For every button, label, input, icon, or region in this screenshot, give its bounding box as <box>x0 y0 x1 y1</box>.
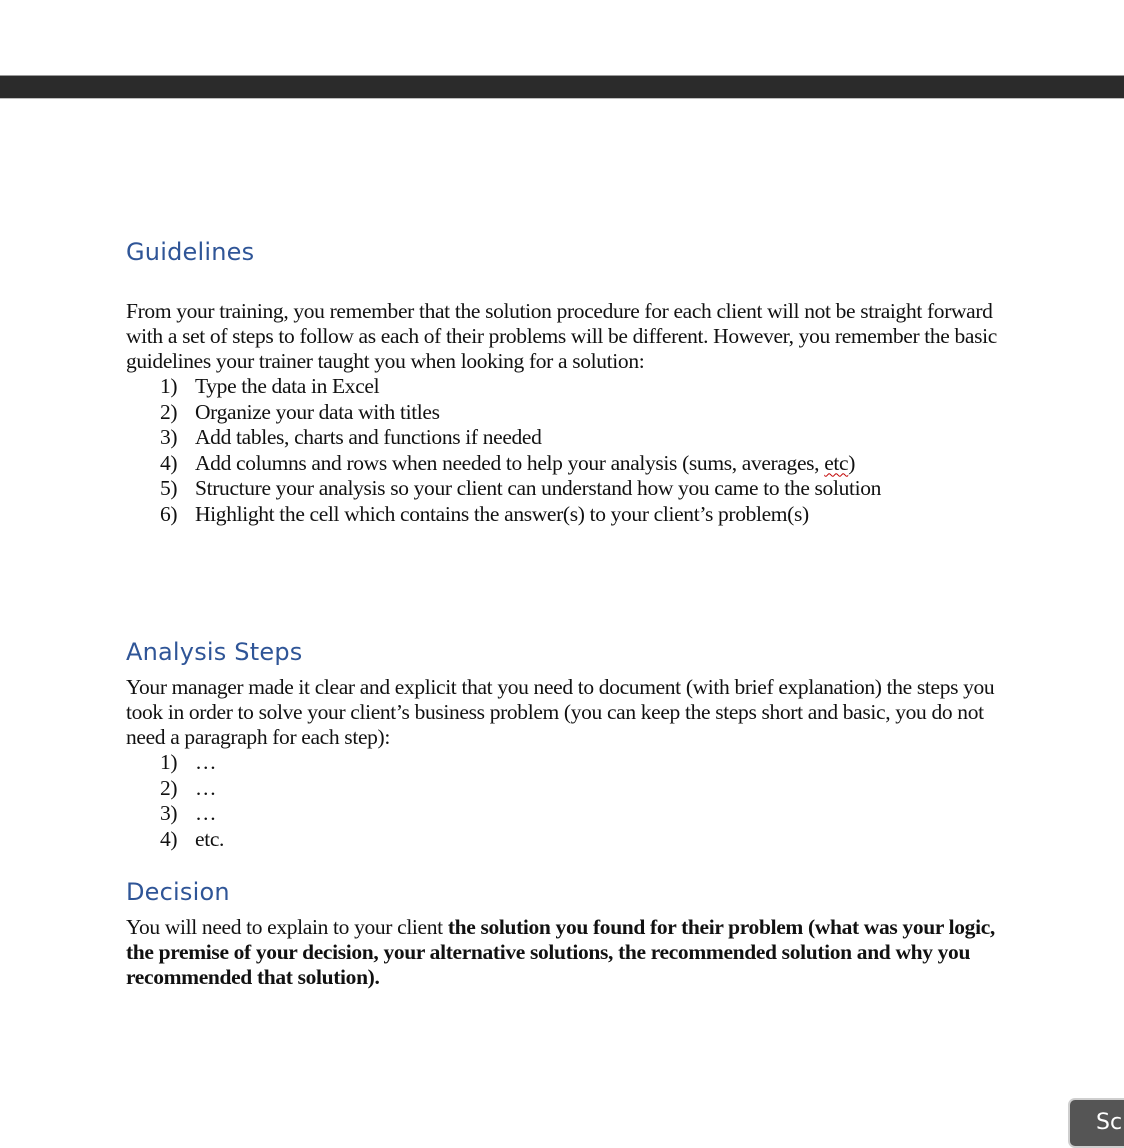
list-number: 3) <box>160 425 178 449</box>
toolbar-bar <box>0 75 1124 99</box>
list-text: Add tables, charts and functions if needed <box>195 425 542 449</box>
list-item <box>160 502 881 528</box>
list-number: 5) <box>160 476 178 500</box>
list-text: Organize your data with titles <box>195 399 440 424</box>
list-item <box>160 374 881 400</box>
list-number: 4) <box>160 826 178 851</box>
list-number: 3) <box>160 801 178 825</box>
list-number: 1) <box>160 374 178 398</box>
list-item <box>160 476 881 502</box>
list-text: Highlight the cell which contains the answer(s) to your client’s problem(s) <box>195 501 809 526</box>
guidelines-heading: Guidelines <box>126 238 255 266</box>
list-item <box>160 425 881 451</box>
guidelines-list <box>160 374 881 527</box>
list-item <box>160 827 224 853</box>
list-item <box>160 400 881 426</box>
list-text-end: ) <box>848 450 856 475</box>
list-item <box>160 750 224 776</box>
list-number: 1) <box>160 750 178 774</box>
list-item <box>160 801 224 827</box>
decision-text-plain: You will need to explain to your client <box>126 915 448 939</box>
guidelines-intro: From your training, you remember that the solution procedure for each client will not be straight forward with a set of steps to follow as each of their problems will be different. However, you remember the basic guidelines your trainer taught you when looking for a solution: <box>126 299 997 373</box>
list-item <box>160 451 881 477</box>
analysis-steps-heading: Analysis Steps <box>126 638 303 666</box>
list-text <box>195 451 855 477</box>
scroll-button[interactable]: Sc <box>1068 1098 1124 1148</box>
decision-text-bold: the solution you found for their problem (what was your logic, the premise of your decision, your alternative solutions, the recommended solution and why you recommended that solution). <box>126 915 995 989</box>
decision-text <box>126 915 1021 990</box>
list-text: … <box>195 801 217 825</box>
list-text: Type the data in Excel <box>195 374 380 398</box>
decision-heading: Decision <box>126 878 230 906</box>
analysis-list <box>160 750 224 852</box>
list-number: 2) <box>160 399 178 424</box>
list-text: … <box>195 750 217 774</box>
list-number: 4) <box>160 450 178 475</box>
analysis-intro: Your manager made it clear and explicit that you need to document (with brief explanation) the steps you took in order to solve your client’s business problem (you can keep the steps short and basic, you do not need a paragraph for each step): <box>126 675 995 749</box>
list-text-start: Add columns and rows when needed to help your analysis (sums, averages, <box>195 450 825 475</box>
list-item <box>160 776 224 802</box>
list-text: … <box>195 775 217 800</box>
spelling-flagged-word[interactable]: etc <box>824 450 849 475</box>
list-number: 2) <box>160 775 178 800</box>
list-number: 6) <box>160 501 178 526</box>
list-text: Structure your analysis so your client can understand how you came to the solution <box>195 476 882 500</box>
list-text: etc. <box>195 826 225 851</box>
